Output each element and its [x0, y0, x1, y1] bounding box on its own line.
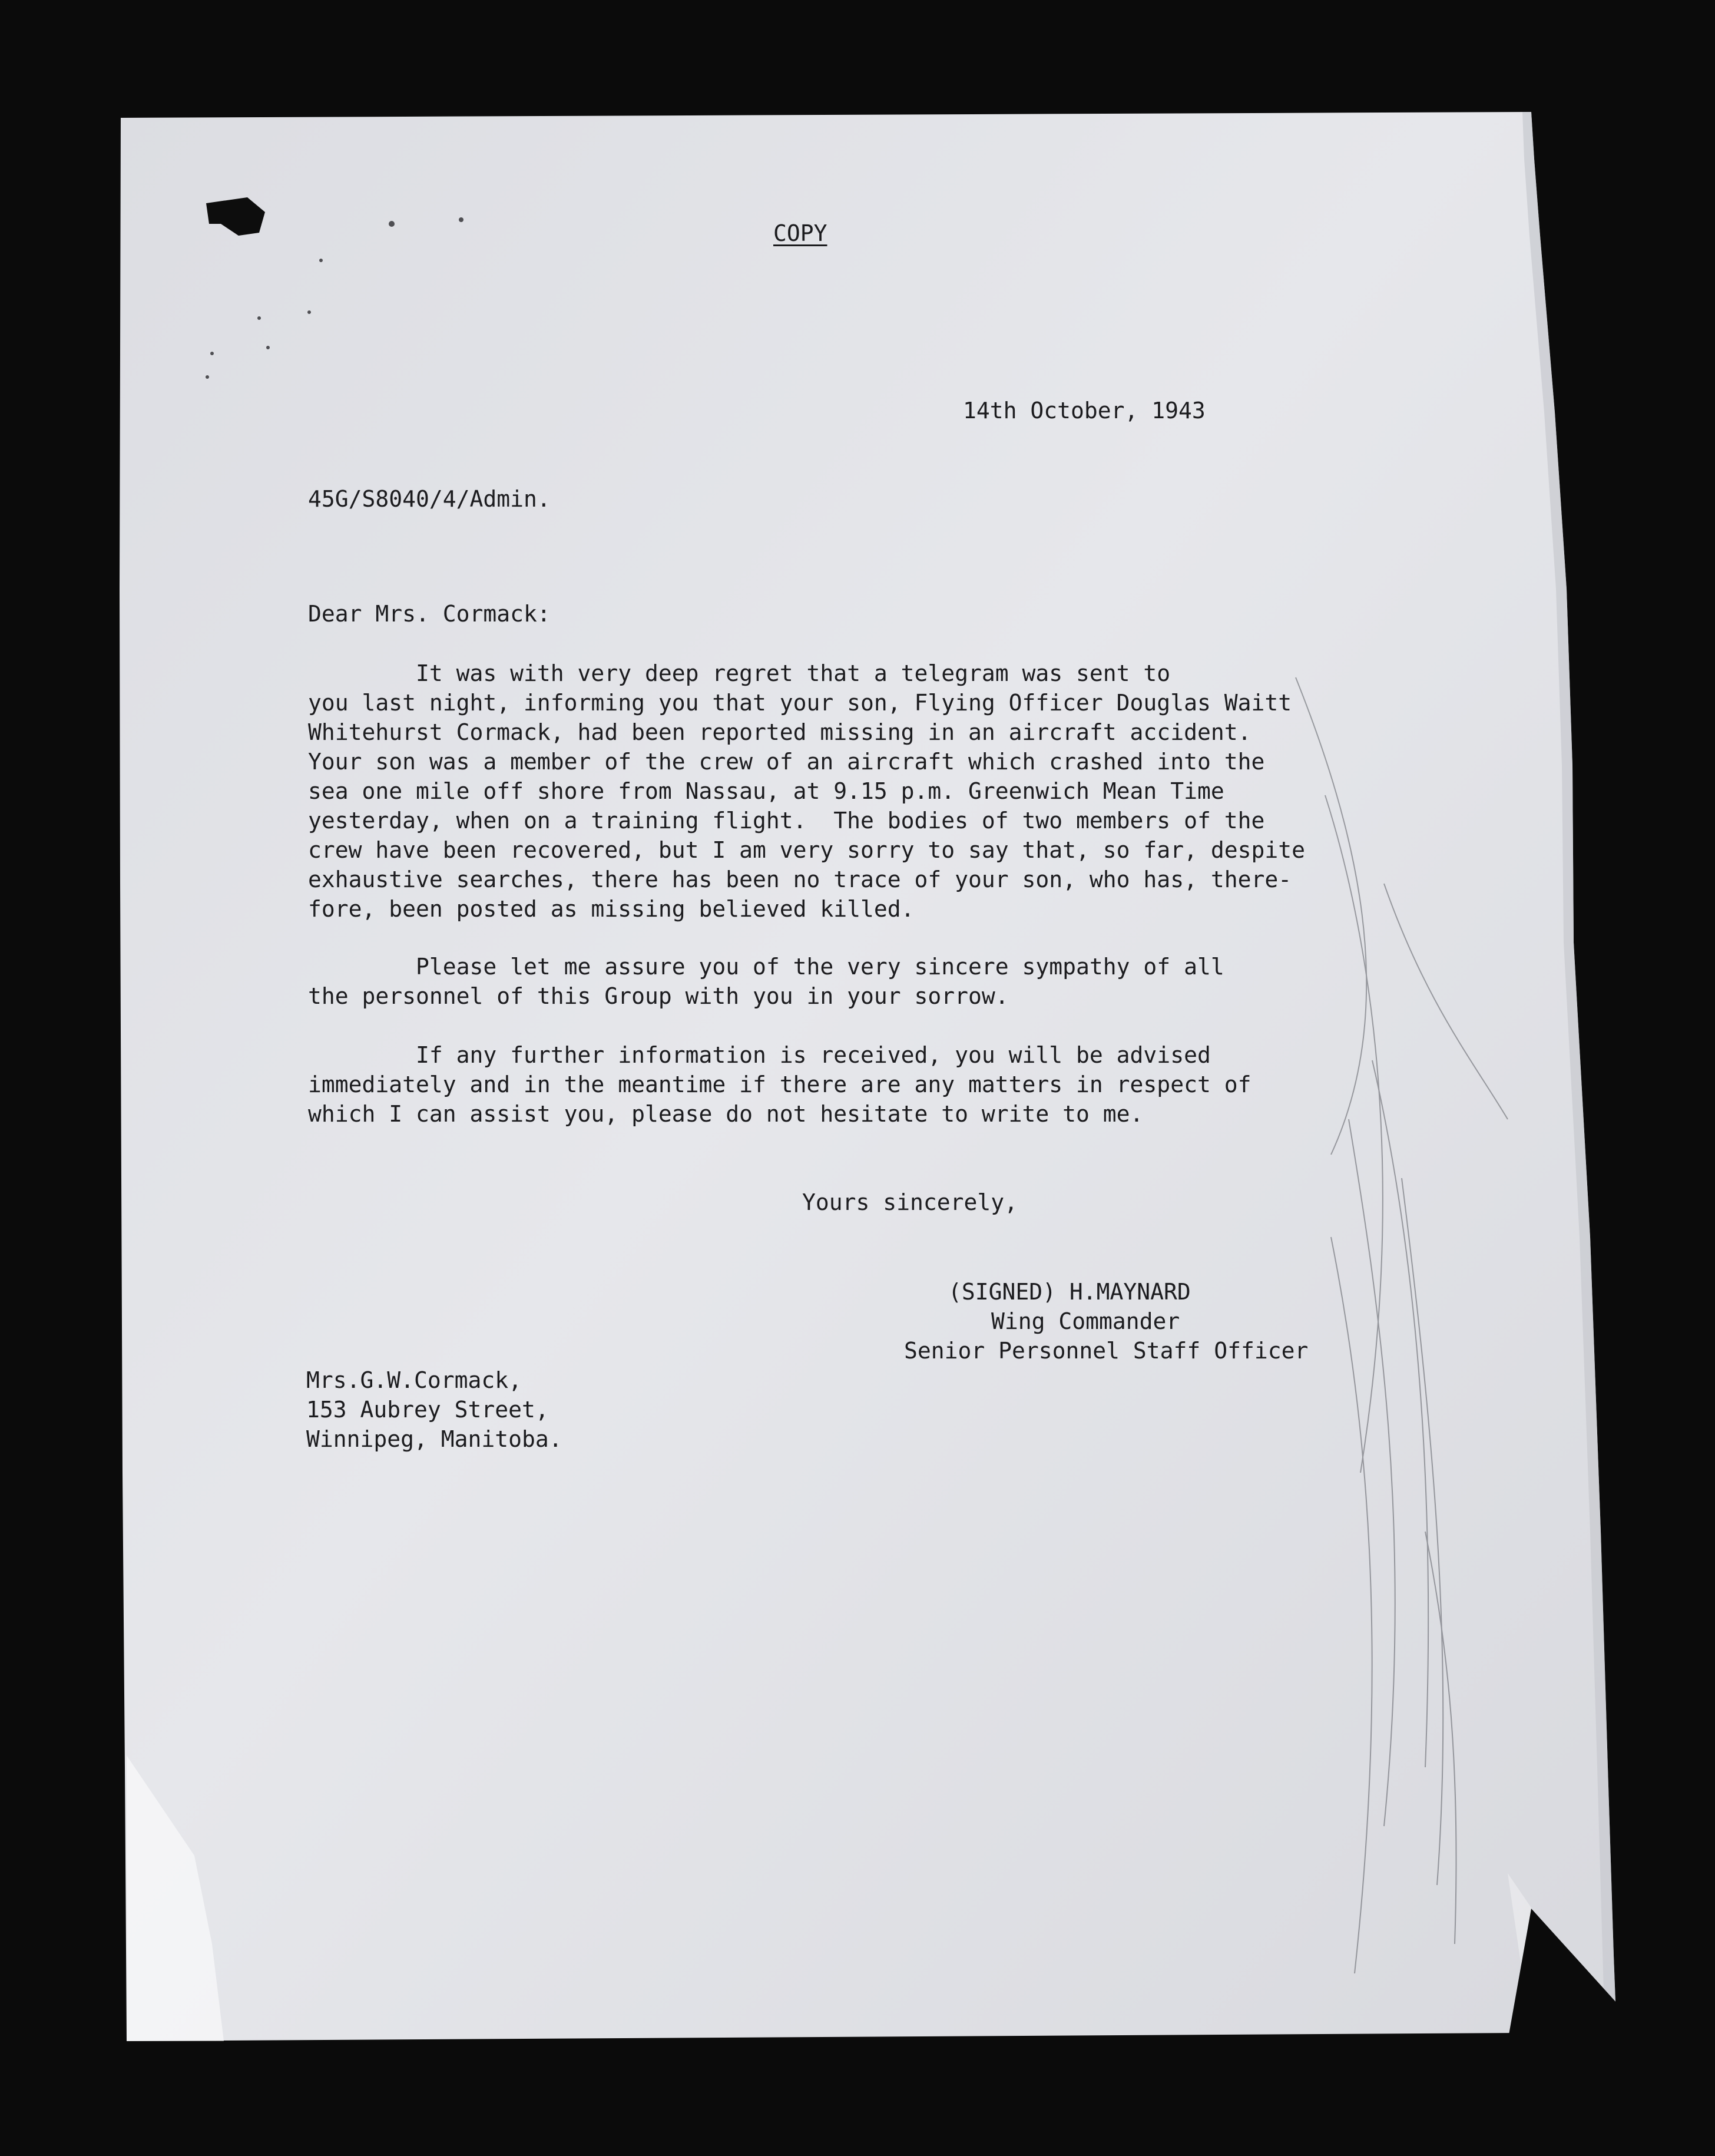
letter-date: 14th October, 1943 [963, 398, 1206, 424]
paragraph-line: crew have been recovered, but I am very sorry to say that, so far, despite [308, 837, 1305, 863]
recipient-city: Winnipeg, Manitoba. [306, 1426, 562, 1452]
closing: Yours sincerely, [802, 1189, 1018, 1215]
signatory-rank: Wing Commander [991, 1308, 1180, 1334]
body-paragraph [308, 952, 1427, 1011]
paragraph-line: yesterday, when on a training flight. The bodies of two members of the [308, 808, 1265, 834]
paragraph-line: Please let me assure you of the very sincere sympathy of all [308, 954, 1224, 980]
recipient-street: 153 Aubrey Street, [306, 1397, 549, 1423]
paragraph-line: It was with very deep regret that a telegram was sent to [308, 660, 1171, 686]
reference-number: 45G/S8040/4/Admin. [308, 486, 551, 512]
recipient-address [306, 1365, 562, 1454]
paragraph-line: you last night, informing you that your son, Flying Officer Douglas Waitt [308, 690, 1292, 716]
body-paragraph [308, 659, 1427, 924]
letter-heading: COPY [773, 220, 827, 246]
body-paragraph [308, 1040, 1427, 1129]
paragraph-line: fore, been posted as missing believed killed. [308, 896, 915, 922]
paragraph-line: exhaustive searches, there has been no trace of your son, who has, there- [308, 867, 1292, 892]
signatory-title: Senior Personnel Staff Officer [904, 1338, 1309, 1364]
signatory-name: (SIGNED) H.MAYNARD [948, 1279, 1191, 1305]
salutation: Dear Mrs. Cormack: [308, 601, 551, 627]
paragraph-line: Whitehurst Cormack, had been reported missing in an aircraft accident. [308, 719, 1252, 745]
paragraph-line: If any further information is received, you will be advised [308, 1042, 1211, 1068]
recipient-name: Mrs.G.W.Cormack, [306, 1367, 522, 1393]
signature-block [904, 1277, 1375, 1365]
paragraph-line: which I can assist you, please do not hesitate to write to me. [308, 1101, 1144, 1127]
paragraph-line: immediately and in the meantime if there are any matters in respect of [308, 1072, 1252, 1097]
paragraph-line: sea one mile off shore from Nassau, at 9.15 p.m. Greenwich Mean Time [308, 778, 1224, 804]
paragraph-line: the personnel of this Group with you in your sorrow. [308, 983, 1009, 1009]
paragraph-line: Your son was a member of the crew of an aircraft which crashed into the [308, 749, 1265, 775]
